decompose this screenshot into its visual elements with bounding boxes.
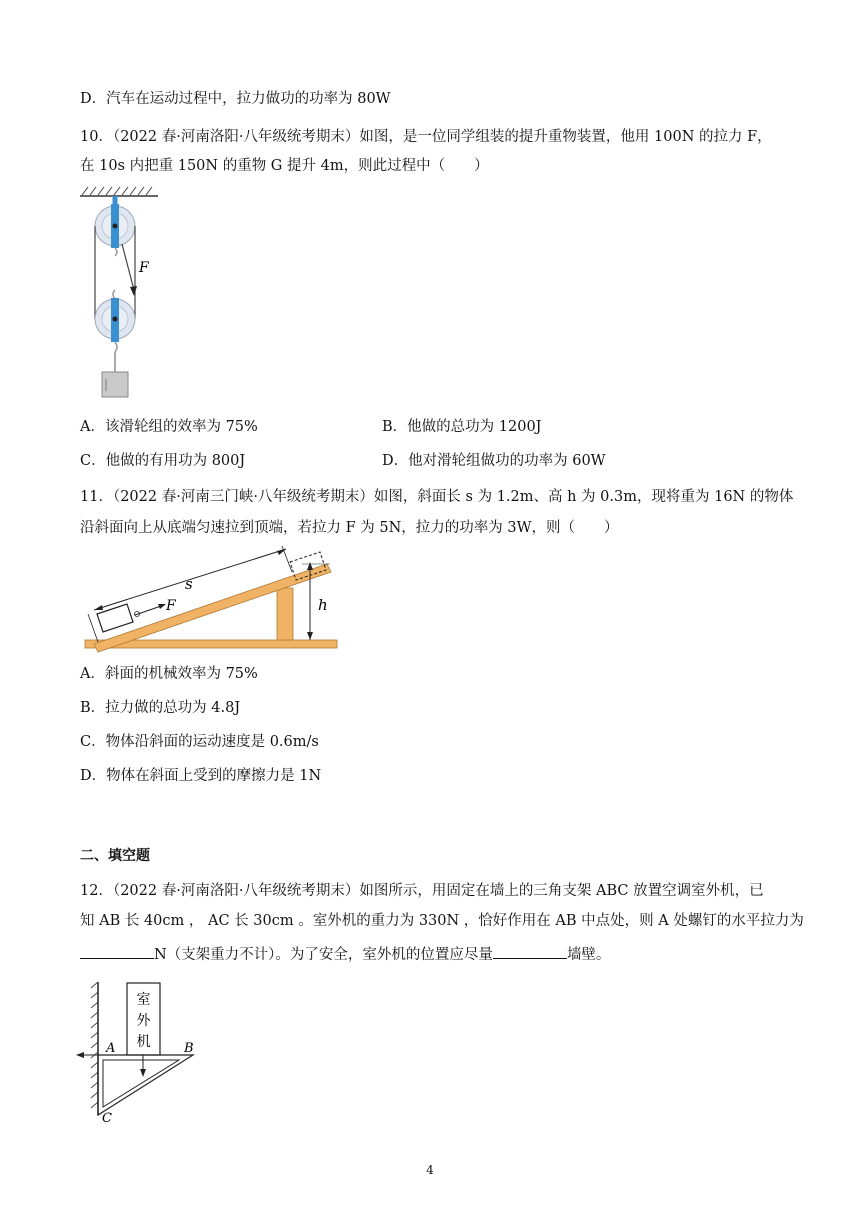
page-number: 4 [426, 1163, 434, 1177]
q10-option-b: B．他做的总功为 1200J [382, 419, 542, 435]
q10-option-c: C．他做的有用功为 800J [80, 453, 246, 469]
q11-option-d: D．物体在斜面上受到的摩擦力是 1N [80, 768, 322, 784]
q12-stem-line2: 知 AB 长 40cm ， AC 长 30cm 。室外机的重力为 330N ，恰好作用在 AB 中点处，则 A 处螺钉的水平拉力为 [80, 913, 804, 929]
q12-stem-line3-end: 墙壁。 [566, 947, 611, 963]
answer-blank-1[interactable] [80, 944, 154, 959]
q12-stem-line3 [80, 944, 610, 965]
q12-stem-line3-mid: N（支架重力不计）。为了安全，室外机的位置应尽量 [154, 947, 493, 963]
q12-unit-char2: 外 [136, 1013, 151, 1029]
q12-unit-char1: 室 [136, 992, 151, 1008]
q10-pulley-figure [78, 186, 168, 401]
q10-option-d: D．他对滑轮组做功的功率为 60W [382, 453, 606, 469]
q9-option-d: D．汽车在运动过程中，拉力做功的功率为 80W [80, 91, 391, 107]
q11-label-s: s [185, 575, 193, 593]
q11-option-c: C．物体沿斜面的运动速度是 0.6m/s [80, 734, 319, 750]
q11-stem-line2: 沿斜面向上从底端匀速拉到顶端，若拉力 F 为 5N，拉力的功率为 3W，则（ ） [80, 520, 619, 536]
answer-blank-2[interactable] [493, 944, 567, 959]
q11-incline-figure [80, 548, 342, 652]
q10-stem-line1: 10．（2022 春·河南洛阳·八年级统考期末）如图，是一位同学组装的提升重物装置，他用 100N 的拉力 F， [80, 129, 772, 145]
q11-option-b: B．拉力做的总功为 4.8J [80, 700, 241, 716]
q12-label-a: A [106, 1041, 116, 1056]
q12-label-c: C [102, 1111, 112, 1126]
q12-label-b: B [184, 1041, 194, 1056]
q10-label-f: F [139, 260, 149, 276]
section-title: 二、填空题 [80, 848, 150, 864]
q12-stem-line1: 12．（2022 春·河南洛阳·八年级统考期末）如图所示，用固定在墙上的三角支架 ABC 放置空调室外机，已 [80, 883, 764, 899]
q12-unit-char3: 机 [136, 1034, 151, 1050]
q10-option-a: A．该滑轮组的效率为 75% [80, 419, 258, 435]
q11-stem-line1: 11．（2022 春·河南三门峡·八年级统考期末）如图，斜面长 s 为 1.2m、高 h 为 0.3m，现将重为 16N 的物体 [80, 489, 794, 505]
q10-stem-line2: 在 10s 内把重 150N 的重物 G 提升 4m，则此过程中（ ） [80, 158, 489, 174]
q11-label-h: h [318, 596, 328, 614]
q11-option-a: A．斜面的机械效率为 75% [80, 666, 258, 682]
q11-label-f: F [166, 598, 176, 614]
q12-bracket-figure [78, 980, 208, 1125]
